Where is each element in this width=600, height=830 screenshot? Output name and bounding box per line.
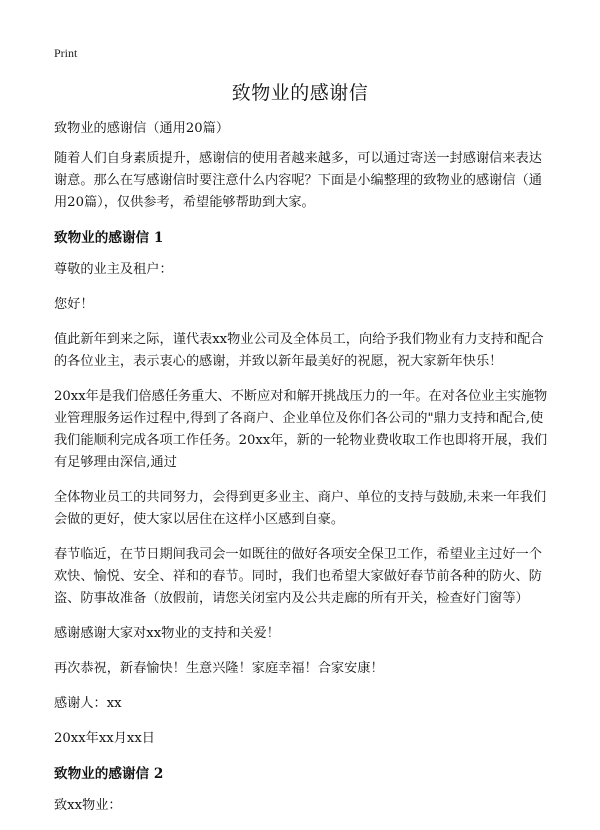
letter-1-heading: 致物业的感谢信 1 <box>54 230 164 246</box>
intro-paragraph: 随着人们自身素质提升，感谢信的使用者越来越多，可以通过寄送一封感谢信来表达谢意。那么在写感谢信时要注意什么内容呢？下面是小编整理的致物业的感谢信（通用20篇），仅供参考，希望能够帮助到大家。 <box>54 151 542 210</box>
letter-1-paragraph-4: 春节临近，在节日期间我司会一如既往的做好各项安全保卫工作，希望业主过好一个欢快、愉悦、安全、祥和的春节。同时，我们也希望大家做好春节前各种的防火、防盗、防事故准备（放假前，请您关闭室内及公共走廊的所有开关，检查好门窗等） <box>54 547 542 606</box>
letter-1-date: 20xx年xx月xx日 <box>54 731 155 746</box>
letter-1-paragraph-1: 值此新年到来之际，谨代表xx物业公司及全体员工，向给予我们物业有力支持和配合的各位业主，表示衷心的感谢，并致以新年最美好的祝愿，祝大家新年快乐！ <box>54 332 544 369</box>
letter-1-paragraph-2: 20xx年是我们倍感任务重大、不断应对和解开挑战压力的一年。在对各位业主实施物业管理服务运作过程中,得到了各商户、企业单位及你们各公司的"鼎力支持和配合,使我们能顺利完成各项工作任务。20xx年，新的一轮物业费收取工作也即将开展，我们有足够理由深信,通过 <box>54 389 548 470</box>
letter-1-paragraph-3: 全体物业员工的共同努力，会得到更多业主、商户、单位的支持与鼓励,未来一年我们会做的更好，使大家以居住在这样小区感到自豪。 <box>54 490 547 527</box>
letter-1-greeting: 您好！ <box>54 297 94 312</box>
letter-1-paragraph-6: 再次恭祝，新春愉快！生意兴隆！家庭幸福！合家安康！ <box>54 661 384 676</box>
letter-1-paragraph-5: 感谢感谢大家对xx物业的支持和关爱！ <box>54 626 280 641</box>
letter-1-signer: 感谢人：xx <box>54 696 122 711</box>
print-link[interactable]: Print <box>54 46 78 60</box>
article-body <box>54 118 548 830</box>
letter-1-salutation: 尊敬的业主及租户： <box>54 262 173 277</box>
letter-2-salutation: 致xx物业： <box>54 798 122 813</box>
article-subtitle: 致物业的感谢信（通用20篇） <box>54 121 230 136</box>
letter-2-heading: 致物业的感谢信 2 <box>54 766 164 782</box>
page-title: 致物业的感谢信 <box>231 82 369 104</box>
